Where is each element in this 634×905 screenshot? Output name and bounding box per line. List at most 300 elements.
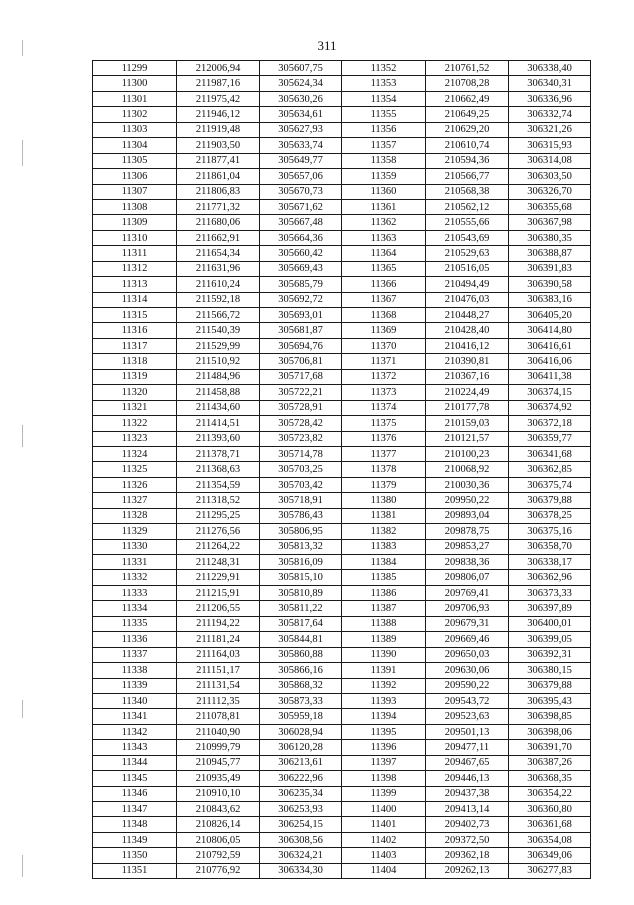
- x-coordinate-right: 210562,12: [426, 199, 509, 214]
- table-row: [93, 632, 591, 647]
- x-coordinate-left: 211295,25: [177, 508, 260, 523]
- table-row: [93, 308, 591, 323]
- point-id-left: 11314: [93, 292, 177, 307]
- x-coordinate-right: 210100,23: [426, 446, 509, 461]
- point-id-left: 11327: [93, 493, 177, 508]
- x-coordinate-left: 211318,52: [177, 493, 260, 508]
- point-id-right: 11353: [342, 76, 426, 91]
- point-id-left: 11339: [93, 678, 177, 693]
- x-coordinate-right: 209402,73: [426, 817, 509, 832]
- x-coordinate-right: 210761,52: [426, 61, 509, 76]
- y-coordinate-right: 306387,26: [509, 755, 591, 770]
- y-coordinate-left: 305860,88: [260, 647, 342, 662]
- y-coordinate-right: 306361,68: [509, 817, 591, 832]
- y-coordinate-right: 306336,96: [509, 91, 591, 106]
- point-id-right: 11370: [342, 338, 426, 353]
- y-coordinate-left: 305817,64: [260, 616, 342, 631]
- scan-margin-mark: [22, 700, 23, 718]
- y-coordinate-right: 306367,98: [509, 215, 591, 230]
- table-row: [93, 138, 591, 153]
- table-row: [93, 76, 591, 91]
- y-coordinate-left: 305624,34: [260, 76, 342, 91]
- y-coordinate-left: 305670,73: [260, 184, 342, 199]
- table-row: [93, 740, 591, 755]
- x-coordinate-left: 211264,22: [177, 539, 260, 554]
- x-coordinate-left: 211806,83: [177, 184, 260, 199]
- table-row: [93, 400, 591, 415]
- table-row: [93, 122, 591, 137]
- x-coordinate-left: 211393,60: [177, 431, 260, 446]
- x-coordinate-right: 209878,75: [426, 524, 509, 539]
- y-coordinate-left: 305669,43: [260, 261, 342, 276]
- x-coordinate-left: 211181,24: [177, 632, 260, 647]
- y-coordinate-left: 305667,48: [260, 215, 342, 230]
- point-id-right: 11383: [342, 539, 426, 554]
- y-coordinate-right: 306383,16: [509, 292, 591, 307]
- point-id-left: 11346: [93, 786, 177, 801]
- y-coordinate-left: 306120,28: [260, 740, 342, 755]
- table-row: [93, 277, 591, 292]
- x-coordinate-right: 210448,27: [426, 308, 509, 323]
- x-coordinate-right: 209523,63: [426, 709, 509, 724]
- point-id-left: 11299: [93, 61, 177, 76]
- point-id-right: 11365: [342, 261, 426, 276]
- table-row: [93, 585, 591, 600]
- point-id-left: 11323: [93, 431, 177, 446]
- x-coordinate-left: 211662,91: [177, 230, 260, 245]
- y-coordinate-right: 306314,08: [509, 153, 591, 168]
- x-coordinate-right: 209262,13: [426, 863, 509, 878]
- y-coordinate-right: 306380,35: [509, 230, 591, 245]
- point-id-left: 11303: [93, 122, 177, 137]
- x-coordinate-left: 211566,72: [177, 308, 260, 323]
- y-coordinate-right: 306411,38: [509, 369, 591, 384]
- y-coordinate-left: 305685,79: [260, 277, 342, 292]
- x-coordinate-right: 209630,06: [426, 663, 509, 678]
- y-coordinate-left: 305681,87: [260, 323, 342, 338]
- point-id-left: 11313: [93, 277, 177, 292]
- point-id-right: 11395: [342, 724, 426, 739]
- point-id-right: 11362: [342, 215, 426, 230]
- y-coordinate-right: 306340,31: [509, 76, 591, 91]
- point-id-right: 11401: [342, 817, 426, 832]
- y-coordinate-left: 305806,95: [260, 524, 342, 539]
- point-id-right: 11396: [342, 740, 426, 755]
- point-id-left: 11307: [93, 184, 177, 199]
- point-id-right: 11386: [342, 585, 426, 600]
- y-coordinate-left: 306253,93: [260, 802, 342, 817]
- table-row: [93, 863, 591, 878]
- point-id-left: 11338: [93, 663, 177, 678]
- point-id-left: 11340: [93, 693, 177, 708]
- point-id-right: 11356: [342, 122, 426, 137]
- point-id-left: 11341: [93, 709, 177, 724]
- point-id-right: 11394: [342, 709, 426, 724]
- point-id-left: 11325: [93, 462, 177, 477]
- y-coordinate-left: 305633,74: [260, 138, 342, 153]
- table-row: [93, 292, 591, 307]
- point-id-left: 11319: [93, 369, 177, 384]
- x-coordinate-right: 209543,72: [426, 693, 509, 708]
- table-row: [93, 647, 591, 662]
- coordinates-table-body: [93, 61, 591, 879]
- y-coordinate-left: 305717,68: [260, 369, 342, 384]
- table-row: [93, 817, 591, 832]
- table-row: [93, 261, 591, 276]
- point-id-right: 11390: [342, 647, 426, 662]
- x-coordinate-right: 210390,81: [426, 354, 509, 369]
- y-coordinate-left: 306334,30: [260, 863, 342, 878]
- y-coordinate-left: 306222,96: [260, 771, 342, 786]
- point-id-right: 11368: [342, 308, 426, 323]
- y-coordinate-right: 306277,83: [509, 863, 591, 878]
- table-row: [93, 153, 591, 168]
- x-coordinate-right: 210555,66: [426, 215, 509, 230]
- x-coordinate-left: 211194,22: [177, 616, 260, 631]
- x-coordinate-left: 211631,96: [177, 261, 260, 276]
- point-id-right: 11382: [342, 524, 426, 539]
- point-id-right: 11389: [342, 632, 426, 647]
- y-coordinate-right: 306398,06: [509, 724, 591, 739]
- x-coordinate-left: 211510,92: [177, 354, 260, 369]
- y-coordinate-left: 305811,22: [260, 601, 342, 616]
- point-id-left: 11336: [93, 632, 177, 647]
- point-id-left: 11329: [93, 524, 177, 539]
- x-coordinate-left: 211229,91: [177, 570, 260, 585]
- y-coordinate-right: 306360,80: [509, 802, 591, 817]
- x-coordinate-right: 209769,41: [426, 585, 509, 600]
- table-row: [93, 107, 591, 122]
- x-coordinate-right: 210367,16: [426, 369, 509, 384]
- y-coordinate-right: 306354,22: [509, 786, 591, 801]
- table-row: [93, 771, 591, 786]
- point-id-right: 11404: [342, 863, 426, 878]
- y-coordinate-right: 306326,70: [509, 184, 591, 199]
- y-coordinate-left: 305723,82: [260, 431, 342, 446]
- scan-margin-mark: [22, 140, 23, 166]
- point-id-left: 11347: [93, 802, 177, 817]
- y-coordinate-left: 305786,43: [260, 508, 342, 523]
- point-id-left: 11334: [93, 601, 177, 616]
- point-id-left: 11348: [93, 817, 177, 832]
- point-id-left: 11318: [93, 354, 177, 369]
- table-row: [93, 446, 591, 461]
- y-coordinate-left: 305728,42: [260, 416, 342, 431]
- point-id-right: 11391: [342, 663, 426, 678]
- point-id-right: 11363: [342, 230, 426, 245]
- x-coordinate-left: 210935,49: [177, 771, 260, 786]
- point-id-right: 11372: [342, 369, 426, 384]
- point-id-left: 11332: [93, 570, 177, 585]
- point-id-right: 11378: [342, 462, 426, 477]
- y-coordinate-right: 306380,15: [509, 663, 591, 678]
- point-id-left: 11301: [93, 91, 177, 106]
- table-row: [93, 462, 591, 477]
- x-coordinate-right: 210610,74: [426, 138, 509, 153]
- table-row: [93, 61, 591, 76]
- x-coordinate-right: 210428,40: [426, 323, 509, 338]
- point-id-right: 11393: [342, 693, 426, 708]
- y-coordinate-left: 305660,42: [260, 246, 342, 261]
- x-coordinate-left: 211610,24: [177, 277, 260, 292]
- y-coordinate-right: 306399,05: [509, 632, 591, 647]
- y-coordinate-left: 305649,77: [260, 153, 342, 168]
- x-coordinate-left: 210826,14: [177, 817, 260, 832]
- y-coordinate-right: 306395,43: [509, 693, 591, 708]
- point-id-right: 11355: [342, 107, 426, 122]
- x-coordinate-left: 210999,79: [177, 740, 260, 755]
- point-id-right: 11397: [342, 755, 426, 770]
- point-id-left: 11320: [93, 385, 177, 400]
- y-coordinate-right: 306315,93: [509, 138, 591, 153]
- table-row: [93, 215, 591, 230]
- table-row: [93, 755, 591, 770]
- x-coordinate-right: 210416,12: [426, 338, 509, 353]
- table-row: [93, 338, 591, 353]
- table-row: [93, 832, 591, 847]
- point-id-left: 11315: [93, 308, 177, 323]
- table-row: [93, 524, 591, 539]
- x-coordinate-right: 209372,50: [426, 832, 509, 847]
- table-row: [93, 323, 591, 338]
- x-coordinate-right: 210476,03: [426, 292, 509, 307]
- x-coordinate-left: 211414,51: [177, 416, 260, 431]
- point-id-left: 11333: [93, 585, 177, 600]
- point-id-right: 11399: [342, 786, 426, 801]
- x-coordinate-left: 211276,56: [177, 524, 260, 539]
- y-coordinate-right: 306362,85: [509, 462, 591, 477]
- x-coordinate-right: 209950,22: [426, 493, 509, 508]
- point-id-left: 11308: [93, 199, 177, 214]
- y-coordinate-right: 306379,88: [509, 678, 591, 693]
- x-coordinate-left: 211484,96: [177, 369, 260, 384]
- point-id-left: 11322: [93, 416, 177, 431]
- y-coordinate-left: 306254,15: [260, 817, 342, 832]
- y-coordinate-left: 305703,42: [260, 477, 342, 492]
- y-coordinate-right: 306405,20: [509, 308, 591, 323]
- x-coordinate-right: 209706,93: [426, 601, 509, 616]
- table-row: [93, 246, 591, 261]
- x-coordinate-left: 211903,50: [177, 138, 260, 153]
- y-coordinate-right: 306338,17: [509, 555, 591, 570]
- point-id-right: 11400: [342, 802, 426, 817]
- y-coordinate-right: 306372,18: [509, 416, 591, 431]
- x-coordinate-right: 209806,07: [426, 570, 509, 585]
- point-id-left: 11326: [93, 477, 177, 492]
- y-coordinate-left: 305671,62: [260, 199, 342, 214]
- point-id-right: 11364: [342, 246, 426, 261]
- x-coordinate-right: 209413,14: [426, 802, 509, 817]
- x-coordinate-left: 211919,48: [177, 122, 260, 137]
- point-id-left: 11343: [93, 740, 177, 755]
- x-coordinate-right: 209437,38: [426, 786, 509, 801]
- point-id-left: 11335: [93, 616, 177, 631]
- point-id-right: 11369: [342, 323, 426, 338]
- x-coordinate-right: 210568,38: [426, 184, 509, 199]
- point-id-left: 11304: [93, 138, 177, 153]
- table-row: [93, 616, 591, 631]
- point-id-right: 11371: [342, 354, 426, 369]
- y-coordinate-right: 306416,06: [509, 354, 591, 369]
- point-id-left: 11328: [93, 508, 177, 523]
- point-id-right: 11385: [342, 570, 426, 585]
- point-id-right: 11359: [342, 169, 426, 184]
- point-id-right: 11358: [342, 153, 426, 168]
- point-id-left: 11337: [93, 647, 177, 662]
- point-id-right: 11361: [342, 199, 426, 214]
- y-coordinate-right: 306321,26: [509, 122, 591, 137]
- x-coordinate-left: 210843,62: [177, 802, 260, 817]
- table-row: [93, 169, 591, 184]
- x-coordinate-left: 211529,99: [177, 338, 260, 353]
- x-coordinate-right: 209893,04: [426, 508, 509, 523]
- y-coordinate-right: 306379,88: [509, 493, 591, 508]
- scan-margin-mark: [22, 40, 23, 56]
- point-id-right: 11357: [342, 138, 426, 153]
- y-coordinate-right: 306397,89: [509, 601, 591, 616]
- x-coordinate-right: 209590,22: [426, 678, 509, 693]
- table-row: [93, 431, 591, 446]
- table-row: [93, 385, 591, 400]
- point-id-left: 11312: [93, 261, 177, 276]
- y-coordinate-right: 306388,87: [509, 246, 591, 261]
- y-coordinate-right: 306375,74: [509, 477, 591, 492]
- x-coordinate-left: 211378,71: [177, 446, 260, 461]
- x-coordinate-left: 211368,63: [177, 462, 260, 477]
- table-row: [93, 91, 591, 106]
- x-coordinate-right: 209446,13: [426, 771, 509, 786]
- y-coordinate-right: 306391,70: [509, 740, 591, 755]
- y-coordinate-right: 306354,08: [509, 832, 591, 847]
- table-row: [93, 508, 591, 523]
- table-row: [93, 230, 591, 245]
- point-id-left: 11317: [93, 338, 177, 353]
- point-id-right: 11367: [342, 292, 426, 307]
- x-coordinate-right: 209679,31: [426, 616, 509, 631]
- y-coordinate-left: 306308,56: [260, 832, 342, 847]
- y-coordinate-right: 306416,61: [509, 338, 591, 353]
- x-coordinate-right: 209501,13: [426, 724, 509, 739]
- y-coordinate-right: 306390,58: [509, 277, 591, 292]
- y-coordinate-left: 305703,25: [260, 462, 342, 477]
- y-coordinate-right: 306341,68: [509, 446, 591, 461]
- coordinates-table: [92, 60, 591, 879]
- x-coordinate-left: 211987,16: [177, 76, 260, 91]
- x-coordinate-right: 209669,46: [426, 632, 509, 647]
- y-coordinate-left: 305714,78: [260, 446, 342, 461]
- table-row: [93, 477, 591, 492]
- y-coordinate-left: 305728,91: [260, 400, 342, 415]
- x-coordinate-left: 211946,12: [177, 107, 260, 122]
- x-coordinate-right: 210629,20: [426, 122, 509, 137]
- y-coordinate-left: 305693,01: [260, 308, 342, 323]
- x-coordinate-left: 211877,41: [177, 153, 260, 168]
- scan-margin-mark: [22, 855, 23, 877]
- y-coordinate-right: 306373,33: [509, 585, 591, 600]
- x-coordinate-left: 211680,06: [177, 215, 260, 230]
- point-id-right: 11373: [342, 385, 426, 400]
- page-number: 311: [317, 38, 337, 53]
- x-coordinate-right: 209650,03: [426, 647, 509, 662]
- point-id-right: 11388: [342, 616, 426, 631]
- point-id-left: 11351: [93, 863, 177, 878]
- point-id-right: 11376: [342, 431, 426, 446]
- table-row: [93, 184, 591, 199]
- point-id-right: 11375: [342, 416, 426, 431]
- x-coordinate-right: 210068,92: [426, 462, 509, 477]
- point-id-left: 11300: [93, 76, 177, 91]
- y-coordinate-left: 305815,10: [260, 570, 342, 585]
- x-coordinate-left: 211215,91: [177, 585, 260, 600]
- y-coordinate-left: 306324,21: [260, 848, 342, 863]
- x-coordinate-left: 211354,59: [177, 477, 260, 492]
- x-coordinate-left: 211654,34: [177, 246, 260, 261]
- point-id-right: 11366: [342, 277, 426, 292]
- y-coordinate-right: 306359,77: [509, 431, 591, 446]
- point-id-right: 11387: [342, 601, 426, 616]
- x-coordinate-right: 209853,27: [426, 539, 509, 554]
- x-coordinate-right: 210494,49: [426, 277, 509, 292]
- x-coordinate-left: 211458,88: [177, 385, 260, 400]
- y-coordinate-left: 305607,75: [260, 61, 342, 76]
- table-row: [93, 416, 591, 431]
- point-id-right: 11354: [342, 91, 426, 106]
- y-coordinate-right: 306375,16: [509, 524, 591, 539]
- x-coordinate-right: 210594,36: [426, 153, 509, 168]
- y-coordinate-right: 306374,92: [509, 400, 591, 415]
- x-coordinate-left: 210945,77: [177, 755, 260, 770]
- point-id-left: 11305: [93, 153, 177, 168]
- table-row: [93, 848, 591, 863]
- x-coordinate-left: 211078,81: [177, 709, 260, 724]
- x-coordinate-right: 210121,57: [426, 431, 509, 446]
- y-coordinate-right: 306392,31: [509, 647, 591, 662]
- y-coordinate-left: 305844,81: [260, 632, 342, 647]
- x-coordinate-left: 211151,17: [177, 663, 260, 678]
- y-coordinate-right: 306378,25: [509, 508, 591, 523]
- x-coordinate-right: 209477,11: [426, 740, 509, 755]
- y-coordinate-left: 306235,34: [260, 786, 342, 801]
- point-id-right: 11384: [342, 555, 426, 570]
- x-coordinate-left: 210910,10: [177, 786, 260, 801]
- point-id-right: 11403: [342, 848, 426, 863]
- x-coordinate-right: 210649,25: [426, 107, 509, 122]
- x-coordinate-left: 211434,60: [177, 400, 260, 415]
- x-coordinate-left: 211164,03: [177, 647, 260, 662]
- table-row: [93, 724, 591, 739]
- x-coordinate-left: 211975,42: [177, 91, 260, 106]
- y-coordinate-left: 305630,26: [260, 91, 342, 106]
- x-coordinate-left: 211040,90: [177, 724, 260, 739]
- y-coordinate-left: 305813,32: [260, 539, 342, 554]
- x-coordinate-left: 211112,35: [177, 693, 260, 708]
- x-coordinate-left: 211131,54: [177, 678, 260, 693]
- y-coordinate-left: 306028,94: [260, 724, 342, 739]
- x-coordinate-left: 210792,59: [177, 848, 260, 863]
- point-id-right: 11402: [342, 832, 426, 847]
- scan-margin-mark: [22, 425, 23, 447]
- y-coordinate-left: 305959,18: [260, 709, 342, 724]
- y-coordinate-right: 306303,50: [509, 169, 591, 184]
- x-coordinate-left: 210776,92: [177, 863, 260, 878]
- y-coordinate-right: 306400,01: [509, 616, 591, 631]
- x-coordinate-left: 212006,94: [177, 61, 260, 76]
- point-id-left: 11310: [93, 230, 177, 245]
- point-id-left: 11321: [93, 400, 177, 415]
- x-coordinate-right: 209467,65: [426, 755, 509, 770]
- y-coordinate-right: 306374,15: [509, 385, 591, 400]
- point-id-left: 11331: [93, 555, 177, 570]
